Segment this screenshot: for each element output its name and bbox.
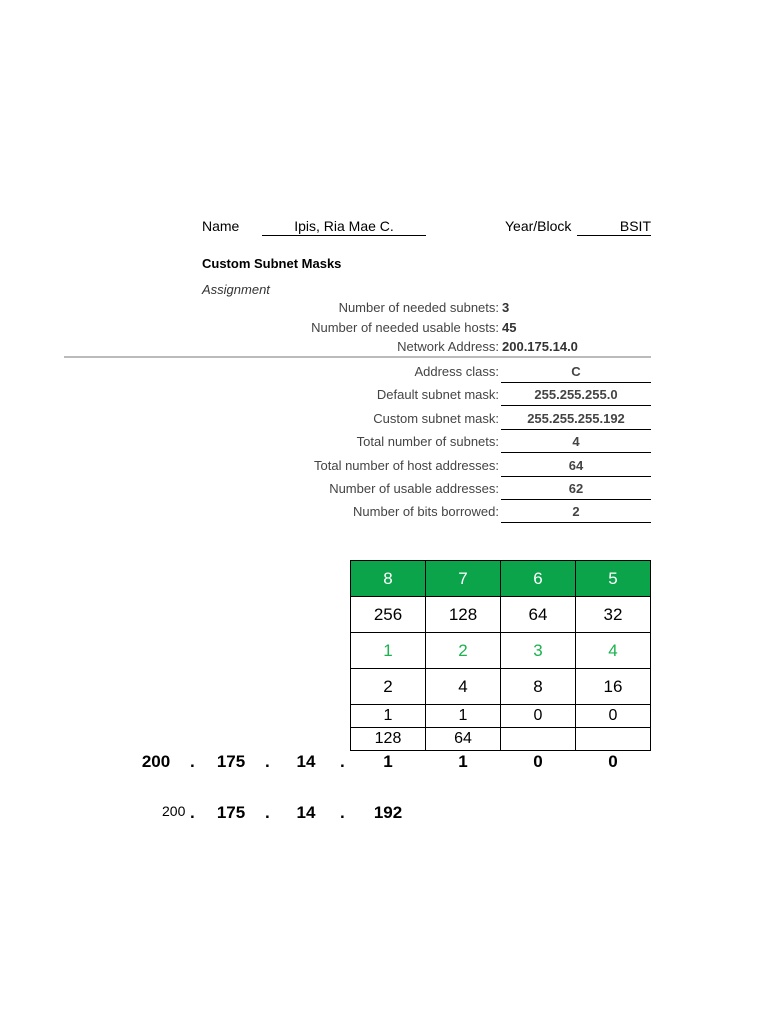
bit-weight-cell: [501, 728, 576, 751]
host-value-cell: 128: [426, 597, 501, 633]
usable-addresses-answer[interactable]: 62: [501, 481, 651, 500]
subnet-count-cell: 2: [426, 633, 501, 669]
address-class-answer[interactable]: C: [501, 364, 651, 383]
needed-hosts-label: Number of needed usable hosts:: [311, 320, 499, 335]
subnet-value-row: [351, 669, 651, 705]
bit-position-cell: 7: [426, 561, 501, 597]
default-mask-label: Default subnet mask:: [376, 387, 499, 402]
page-subtitle: Assignment: [202, 282, 270, 297]
bit-cell[interactable]: 1: [426, 705, 501, 728]
bit-weight-row: [351, 728, 651, 751]
bit-table: [350, 560, 651, 751]
mask-octet-1: 200: [162, 803, 186, 819]
bit-position-cell: 5: [576, 561, 651, 597]
total-subnets-label: Total number of subnets:: [356, 434, 499, 449]
mask-octet-4: 192: [373, 803, 403, 822]
subnet-value-cell: 4: [426, 669, 501, 705]
bit-cell[interactable]: 0: [576, 705, 651, 728]
year-block-label: Year/Block: [505, 218, 572, 234]
address-dot: .: [265, 752, 270, 771]
host-value-cell: 32: [576, 597, 651, 633]
needed-subnets-value: 3: [502, 300, 510, 315]
address-class-label: Address class:: [414, 364, 499, 379]
host-value-cell: 256: [351, 597, 426, 633]
mask-dot: .: [190, 803, 195, 822]
address-bit: 1: [383, 752, 393, 771]
total-subnets-answer[interactable]: 4: [501, 434, 651, 453]
default-mask-answer[interactable]: 255.255.255.0: [501, 387, 651, 406]
mask-octet-3: 14: [296, 803, 316, 822]
address-dot: .: [340, 752, 345, 771]
address-octet-3: 14: [296, 752, 316, 771]
name-value[interactable]: Ipis, Ria Mae C.: [262, 218, 426, 236]
subnet-count-cell: 3: [501, 633, 576, 669]
address-octet-1: 200: [141, 752, 171, 771]
subnet-value-cell: 2: [351, 669, 426, 705]
bit-cell[interactable]: 0: [501, 705, 576, 728]
subnet-value-cell: 8: [501, 669, 576, 705]
bit-weight-cell: 64: [426, 728, 501, 751]
bit-cell[interactable]: 1: [351, 705, 426, 728]
bits-borrowed-answer[interactable]: 2: [501, 504, 651, 523]
page-title: Custom Subnet Masks: [202, 256, 342, 271]
needed-subnets-label: Number of needed subnets:: [338, 300, 499, 315]
bit-position-cell: 8: [351, 561, 426, 597]
section-divider: [64, 356, 651, 358]
address-bit: 0: [533, 752, 543, 771]
address-bit: 1: [458, 752, 468, 771]
address-octet-2: 175: [216, 752, 246, 771]
address-bit: 0: [608, 752, 618, 771]
total-hosts-answer[interactable]: 64: [501, 458, 651, 477]
needed-hosts-value: 45: [502, 320, 517, 335]
custom-mask-label: Custom subnet mask:: [373, 411, 499, 426]
address-dot: .: [190, 752, 195, 771]
subnet-value-cell: 16: [576, 669, 651, 705]
network-address-value: 200.175.14.0: [502, 339, 578, 354]
total-hosts-label: Total number of host addresses:: [314, 458, 499, 473]
usable-addresses-label: Number of usable addresses:: [329, 481, 499, 496]
subnet-count-row: [351, 633, 651, 669]
subnet-count-cell: 1: [351, 633, 426, 669]
bits-row: [351, 705, 651, 728]
host-value-cell: 64: [501, 597, 576, 633]
name-label: Name: [202, 218, 240, 234]
bit-position-row: [351, 561, 651, 597]
host-value-row: [351, 597, 651, 633]
subnet-count-cell: 4: [576, 633, 651, 669]
bits-borrowed-label: Number of bits borrowed:: [353, 504, 499, 519]
network-address-label: Network Address:: [397, 339, 499, 354]
custom-mask-answer[interactable]: 255.255.255.192: [501, 411, 651, 430]
mask-octet-2: 175: [216, 803, 246, 822]
bit-position-cell: 6: [501, 561, 576, 597]
mask-dot: .: [340, 803, 345, 822]
year-block-value[interactable]: BSIT: [577, 218, 651, 236]
bit-weight-cell: [576, 728, 651, 751]
bit-weight-cell: 128: [351, 728, 426, 751]
mask-dot: .: [265, 803, 270, 822]
